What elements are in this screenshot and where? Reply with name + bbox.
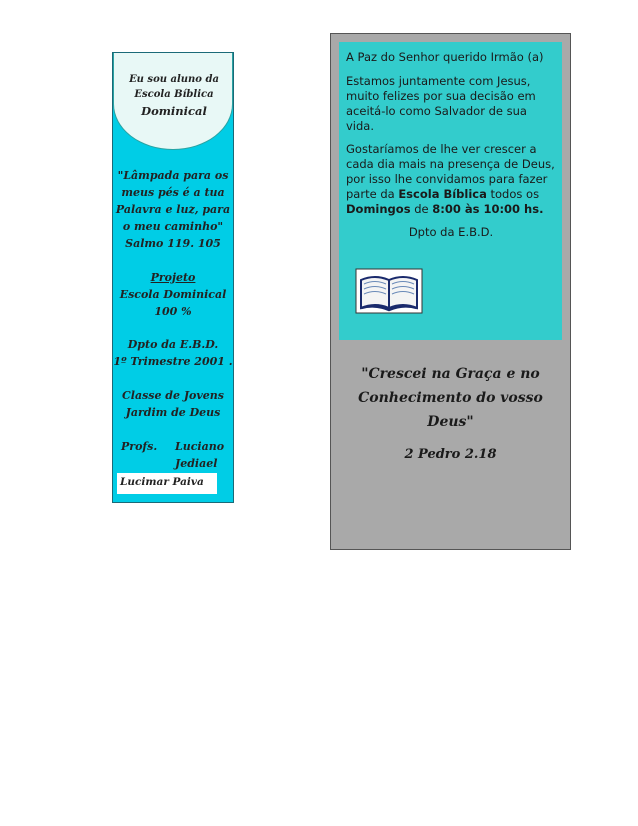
verse-line-3: Deus" bbox=[427, 414, 474, 430]
p2-text-1: Gostaríamos de lhe ver crescer a cada dia mais na presença de Deus, por isso lhe convidamos para fazer parte da bbox=[346, 142, 555, 201]
verse-line-2: Conhecimento do vosso bbox=[358, 390, 543, 406]
invitation-card bbox=[330, 33, 571, 550]
verse-line-1: "Crescei na Graça e no bbox=[361, 366, 540, 382]
term: 1º Trimestre 2001 . bbox=[113, 355, 233, 368]
p2-bold-time: 8:00 às 10:00 hs. bbox=[432, 202, 544, 216]
verse-reference: 2 Pedro 2.18 bbox=[404, 447, 497, 462]
verse bbox=[331, 362, 570, 434]
p2-bold-school: Escola Bíblica bbox=[398, 187, 487, 201]
p2-text-2: todos os bbox=[490, 187, 540, 201]
quote-line-1: "Lâmpada para os bbox=[117, 169, 229, 182]
p2-text-3: de bbox=[414, 202, 429, 216]
class-line-1: Classe de Jovens bbox=[122, 389, 224, 402]
project-name: Escola Dominical bbox=[119, 288, 227, 301]
student-name-box: Lucimar Paiva bbox=[117, 473, 217, 494]
teachers-label: Profs. bbox=[121, 440, 158, 453]
bookmark bbox=[112, 52, 234, 503]
project-percent: 100 % bbox=[154, 305, 192, 318]
greeting: A Paz do Senhor querido Irmão (a) bbox=[346, 50, 544, 64]
message-paragraph-2 bbox=[346, 142, 556, 217]
open-book-icon bbox=[355, 268, 423, 314]
quote-line-2: meus pés é a tua bbox=[121, 186, 225, 199]
signature: Dpto da E.B.D. bbox=[408, 225, 494, 239]
bible-quote bbox=[113, 167, 233, 235]
teacher-name-2: Jediael bbox=[175, 457, 218, 470]
tab-line-3: Dominical bbox=[141, 104, 207, 118]
message-paragraph-1: Estamos juntamente com Jesus, muito felizes por sua decisão em aceitá-lo como Salvador de sua vida. bbox=[346, 74, 536, 133]
project-title: Projeto bbox=[150, 271, 196, 284]
tab-line-1: Eu sou aluno da bbox=[129, 74, 219, 85]
quote-reference: Salmo 119. 105 bbox=[125, 237, 221, 250]
bookmark-tab bbox=[113, 53, 233, 150]
tab-line-2: Escola Bíblica bbox=[134, 89, 214, 100]
card-message-panel bbox=[339, 42, 562, 340]
teacher-name-1: Luciano bbox=[175, 440, 225, 453]
p2-bold-sundays: Domingos bbox=[346, 202, 411, 216]
class-line-2: Jardim de Deus bbox=[125, 406, 221, 419]
department: Dpto da E.B.D. bbox=[127, 338, 219, 351]
quote-line-4: o meu caminho" bbox=[122, 220, 224, 233]
quote-line-3: Palavra e luz, para bbox=[115, 203, 231, 216]
